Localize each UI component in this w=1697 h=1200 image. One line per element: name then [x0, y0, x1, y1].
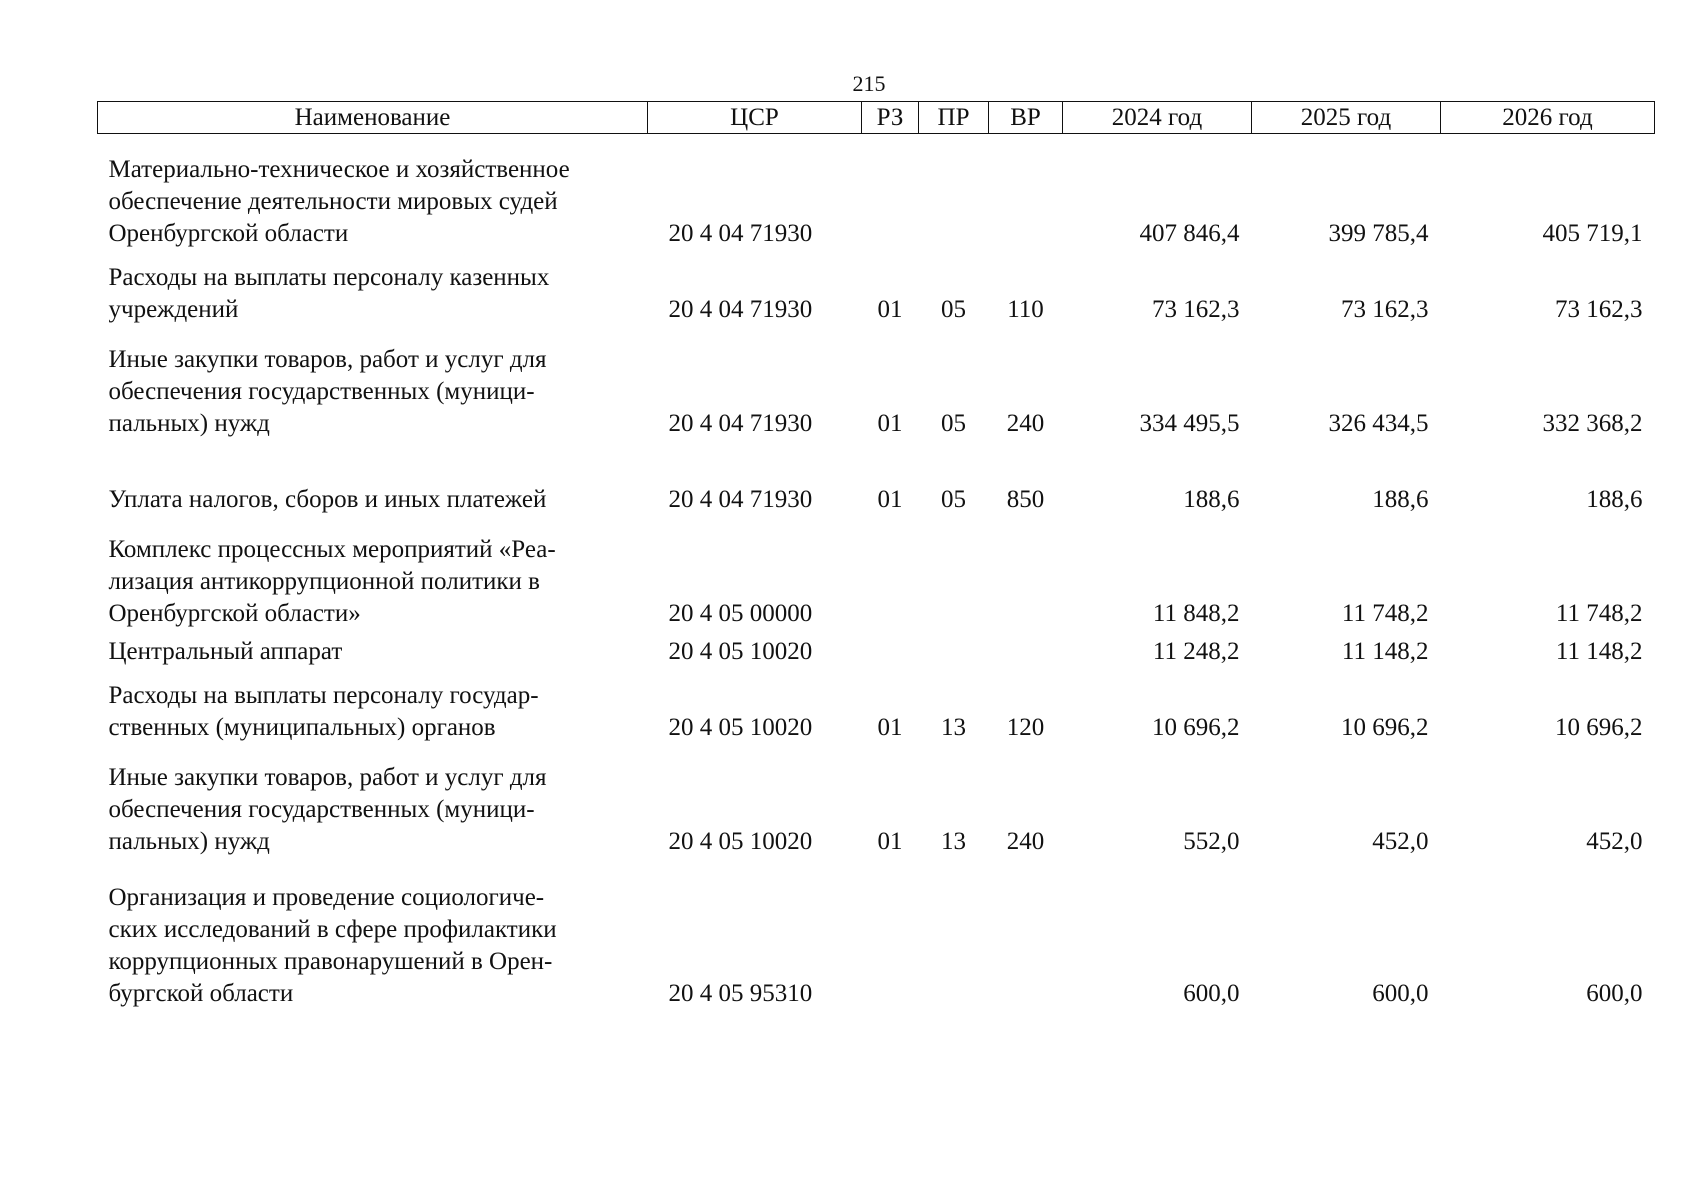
- table-row: [98, 250, 1655, 326]
- table-row: [98, 516, 1655, 630]
- row-pr: [919, 516, 989, 630]
- row-csr: 20 4 05 10020: [668, 827, 813, 855]
- row-2024: 552,0: [1183, 827, 1240, 855]
- budget-table: [97, 101, 1655, 1010]
- header-2026: 2026 год: [1441, 102, 1655, 134]
- row-name-text: Материально-техническое и хозяйственное обеспечение деятельности мировых судей Оренбургской области: [108, 155, 570, 247]
- header-name: Наименование: [98, 102, 648, 134]
- row-pr: 13: [941, 827, 966, 855]
- row-csr: 20 4 04 71930: [668, 485, 813, 513]
- row-vr: 240: [1006, 827, 1045, 855]
- row-rz: 01: [877, 827, 903, 855]
- row-rz: 01: [877, 485, 903, 513]
- row-csr: 20 4 05 10020: [668, 637, 813, 665]
- header-vr: ВР: [989, 102, 1063, 134]
- row-vr: [989, 516, 1063, 630]
- row-rz: [862, 858, 919, 1010]
- header-pr: ПР: [919, 102, 989, 134]
- row-name: [98, 134, 648, 250]
- row-2025: 452,0: [1372, 827, 1429, 855]
- row-2024: 11 248,2: [1152, 637, 1240, 665]
- row-2026: 73 162,3: [1555, 295, 1643, 323]
- row-2024: 10 696,2: [1152, 713, 1240, 741]
- header-2025: 2025 год: [1252, 102, 1441, 134]
- page-number: 215: [852, 71, 886, 96]
- table-row: [98, 668, 1655, 744]
- row-2025: 11 748,2: [1341, 599, 1429, 627]
- row-vr: 110: [1007, 295, 1044, 323]
- row-pr: 13: [941, 713, 966, 741]
- row-2026: 405 719,1: [1542, 219, 1643, 247]
- row-2025: 600,0: [1372, 979, 1429, 1007]
- row-name-text: Уплата налогов, сборов и иных платежей: [108, 485, 547, 513]
- row-2026: 10 696,2: [1555, 713, 1643, 741]
- row-name-text: Расходы на выплаты персоналу государ- ственных (муниципальных) органов: [108, 681, 539, 741]
- row-name: [98, 326, 648, 440]
- row-rz: [862, 630, 919, 668]
- row-name-text: Расходы на выплаты персоналу казенных учреждений: [108, 263, 550, 323]
- row-rz: [862, 134, 919, 250]
- row-vr: 120: [1006, 713, 1045, 741]
- row-pr: [919, 630, 989, 668]
- row-name: [98, 630, 648, 668]
- row-rz: [862, 516, 919, 630]
- row-csr: 20 4 04 71930: [668, 409, 813, 437]
- table-body: [98, 134, 1655, 1010]
- row-name: [98, 250, 648, 326]
- row-2026: 188,6: [1586, 485, 1643, 513]
- table-row: [98, 744, 1655, 858]
- table-header: [98, 102, 1655, 134]
- row-2025: 326 434,5: [1328, 409, 1429, 437]
- header-csr: ЦСР: [648, 102, 862, 134]
- row-csr: 20 4 04 71930: [668, 219, 813, 247]
- row-rz: 01: [877, 713, 903, 741]
- row-csr: 20 4 04 71930: [668, 295, 813, 323]
- row-name: [98, 858, 648, 1010]
- row-2026: 332 368,2: [1542, 409, 1643, 437]
- row-vr: 850: [1006, 485, 1045, 513]
- row-name-text: Иные закупки товаров, работ и услуг для обеспечения государственных (муници- пальных) нужд: [108, 345, 547, 437]
- row-vr: [989, 134, 1063, 250]
- row-name: [98, 516, 648, 630]
- row-csr: 20 4 05 00000: [668, 599, 813, 627]
- row-vr: 240: [1006, 409, 1045, 437]
- row-rz: 01: [877, 295, 903, 323]
- row-2026: 452,0: [1586, 827, 1643, 855]
- row-2026: 600,0: [1586, 979, 1643, 1007]
- row-name-text: Организация и проведение социологиче- ских исследований в сфере профилактики коррупционных правонарушений в Орен- бургской области: [108, 883, 557, 1007]
- row-2025: 188,6: [1372, 485, 1429, 513]
- row-name-text: Комплекс процессных мероприятий «Реа- лизация антикоррупционной политики в Оренбургской области»: [108, 535, 556, 627]
- row-2024: 407 846,4: [1139, 219, 1240, 247]
- row-vr: [989, 630, 1063, 668]
- row-2025: 399 785,4: [1328, 219, 1429, 247]
- row-2025: 11 148,2: [1341, 637, 1429, 665]
- row-pr: 05: [941, 485, 966, 513]
- row-2026: 11 748,2: [1555, 599, 1643, 627]
- table-row: [98, 134, 1655, 250]
- table-row: [98, 630, 1655, 668]
- row-2024: 11 848,2: [1152, 599, 1240, 627]
- row-rz: 01: [877, 409, 903, 437]
- row-csr: 20 4 05 10020: [668, 713, 813, 741]
- row-2024: 334 495,5: [1139, 409, 1240, 437]
- row-name: [98, 744, 648, 858]
- row-2025: 10 696,2: [1341, 713, 1429, 741]
- table-row: [98, 326, 1655, 440]
- header-2024: 2024 год: [1063, 102, 1252, 134]
- row-2025: 73 162,3: [1341, 295, 1429, 323]
- table-row: [98, 858, 1655, 1010]
- row-csr: 20 4 05 95310: [668, 979, 813, 1007]
- row-2024: 73 162,3: [1152, 295, 1240, 323]
- row-name: [98, 440, 648, 516]
- row-vr: [989, 858, 1063, 1010]
- row-pr: 05: [941, 409, 966, 437]
- header-rz: РЗ: [862, 102, 919, 134]
- row-2026: 11 148,2: [1555, 637, 1643, 665]
- row-2024: 600,0: [1183, 979, 1240, 1007]
- table-row: [98, 440, 1655, 516]
- row-name-text: Иные закупки товаров, работ и услуг для обеспечения государственных (муници- пальных) нужд: [108, 763, 547, 855]
- row-name: [98, 668, 648, 744]
- row-name-text: Центральный аппарат: [108, 637, 343, 665]
- row-pr: [919, 858, 989, 1010]
- row-2024: 188,6: [1183, 485, 1240, 513]
- row-pr: [919, 134, 989, 250]
- row-pr: 05: [941, 295, 966, 323]
